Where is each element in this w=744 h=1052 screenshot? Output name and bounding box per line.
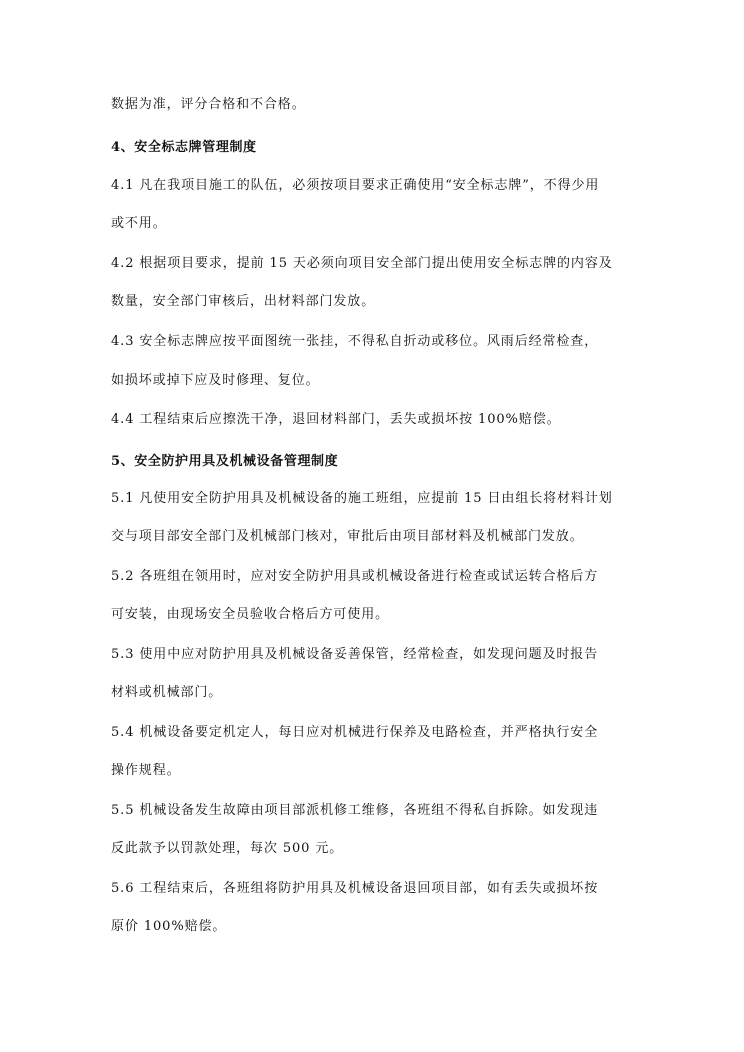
paragraph-line: 反此款予以罚款处理，每次 500 元。 [111,841,344,856]
paragraph-line: 5.2 各班组在领用时，应对安全防护用具或机械设备进行检查或试运转合格后方 [111,569,599,584]
paragraph-line: 操作规程。 [111,763,181,778]
paragraph-line: 5.4 机械设备要定机定人，每日应对机械进行保养及电路检查，并严格执行安全 [111,725,599,740]
paragraph-line: 或不用。 [111,216,167,231]
paragraph-line: 数量，安全部门审核后，出材料部门发放。 [111,294,376,309]
paragraph-line: 可安装，由现场安全员验收合格后方可使用。 [111,607,390,622]
paragraph-line: 数据为准，评分合格和不合格。 [111,97,306,112]
paragraph-line: 5.1 凡使用安全防护用具及机械设备的施工班组，应提前 15 日由组长将材料计划 [111,491,613,506]
paragraph-line: 原价 100%赔偿。 [111,919,227,934]
paragraph-line: 5.5 机械设备发生故障由项目部派机修工维修，各班组不得私自拆除。如发现违 [111,803,599,818]
paragraph-line: 交与项目部安全部门及机械部门核对，审批后由项目部材料及机械部门发放。 [111,529,584,544]
paragraph-line: 4.4 工程结束后应擦洗干净，退回材料部门，丢失或损坏按 100%赔偿。 [111,412,561,427]
paragraph-line: 5.6 工程结束后，各班组将防护用具及机械设备退回项目部，如有丢失或损坏按 [111,881,599,896]
paragraph-line: 4.2 根据项目要求，提前 15 天必须向项目安全部门提出使用安全标志牌的内容及 [111,256,613,271]
paragraph-line: 如损坏或掉下应及时修理、复位。 [111,373,320,388]
paragraph-line: 材料或机械部门。 [111,685,223,700]
section-heading: 5、安全防护用具及机械设备管理制度 [111,454,339,469]
section-heading: 4、安全标志牌管理制度 [111,140,257,155]
paragraph-line: 4.3 安全标志牌应按平面图统一张挂，不得私自折动或移位。风雨后经常检查， [111,334,599,349]
paragraph-line: 4.1 凡在我项目施工的队伍，必须按项目要求正确使用“安全标志牌”，不得少用 [111,178,600,193]
paragraph-line: 5.3 使用中应对防护用具及机械设备妥善保管，经常检查，如发现问题及时报告 [111,647,599,662]
